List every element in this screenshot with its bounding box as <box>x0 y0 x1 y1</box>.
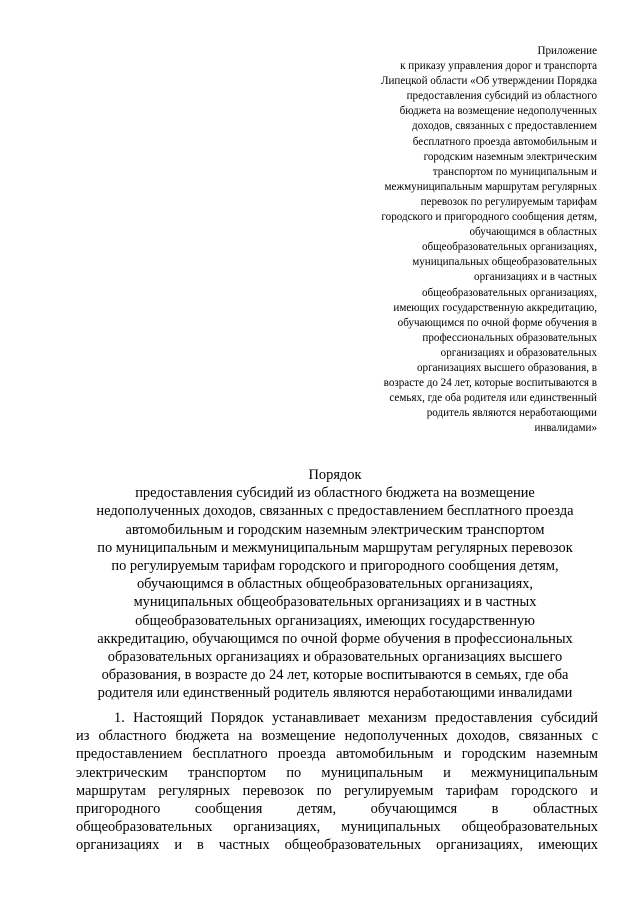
document-title <box>70 466 600 703</box>
appendix-line: профессиональных образовательных <box>422 331 597 344</box>
appendix-line: имеющих государственную аккредитацию, <box>393 301 597 314</box>
title-line: автомобильным и городским наземным электрическим транспортом <box>125 521 545 538</box>
appendix-line: транспортом по муниципальным и <box>432 165 597 178</box>
appendix-line: общеобразовательных организациях, <box>421 241 597 254</box>
body-line: 1. Настоящий Порядок устанавливает механизм предоставления субсидий <box>114 710 598 726</box>
body-line: маршрутам регулярных перевозок по регулируемым тарифам городского и <box>76 782 598 799</box>
body-line: предоставлением бесплатного проезда автомобильным и городским наземным <box>76 746 598 763</box>
body-line: из областного бюджета на возмещение недополученных доходов, связанных с <box>76 728 598 745</box>
title-line: родителя или единственный родитель являются неработающими инвалидами <box>97 685 573 702</box>
appendix-line: родитель являются неработающими <box>426 407 597 420</box>
title-line: обучающимся в областных общеобразовательных организациях, <box>136 576 534 593</box>
appendix-line: семьях, где оба родителя или единственный <box>389 392 597 405</box>
title-line: недополученных доходов, связанных с предоставлением бесплатного проезда <box>96 503 574 520</box>
appendix-line: обучающимся в областных <box>469 226 597 239</box>
body-paragraph <box>76 709 598 855</box>
body-line: пригородного сообщения детям, обучающимся в областных <box>76 801 598 818</box>
title-line: общеобразовательных организациях, имеющих государственную <box>135 612 535 629</box>
appendix-line: муниципальных общеобразовательных <box>412 256 597 269</box>
appendix-line: Липецкой области «Об утверждении Порядка <box>380 75 597 88</box>
appendix-line: предоставления субсидий из областного <box>406 90 597 103</box>
appendix-line: городского и пригородного сообщения детям, <box>381 211 597 224</box>
appendix-line: организациях высшего образования, в <box>416 361 597 374</box>
title-line: аккредитацию, обучающимся по очной форме обучения в профессиональных <box>97 630 573 647</box>
appendix-line: межмуниципальным маршрутам регулярных <box>384 180 597 193</box>
appendix-header <box>300 44 597 436</box>
body-line: общеобразовательных организациях, муниципальных общеобразовательных <box>76 819 598 836</box>
appendix-line: бесплатного проезда автомобильным и <box>412 135 597 148</box>
appendix-line: общеобразовательных организациях, <box>421 286 597 299</box>
appendix-line: бюджета на возмещение недополученных <box>399 105 597 118</box>
appendix-line: перевозок по регулируемым тарифам <box>420 195 597 208</box>
title-line: образовательных организациях и образовательных организациях высшего <box>107 649 563 666</box>
title-line: предоставления субсидий из областного бюджета на возмещение <box>135 485 535 502</box>
title-line: образования, в возрасте до 24 лет, которые воспитываются в семьях, где оба <box>101 667 569 684</box>
title-line: по регулируемым тарифам городского и пригородного сообщения детям, <box>111 558 559 575</box>
title-line: по муниципальным и межмуниципальным маршрутам регулярных перевозок <box>97 539 573 556</box>
appendix-line: возрасте до 24 лет, которые воспитываются в <box>383 377 597 390</box>
appendix-line: к приказу управления дорог и транспорта <box>400 60 597 73</box>
title-heading: Порядок <box>308 467 362 483</box>
appendix-line: организациях и в частных <box>474 271 597 284</box>
appendix-line: инвалидами» <box>534 422 597 435</box>
appendix-line: городским наземным электрическим <box>423 150 597 163</box>
appendix-line: доходов, связанных с предоставлением <box>412 120 597 133</box>
appendix-line: обучающимся по очной форме обучения в <box>397 316 597 329</box>
title-line: муниципальных общеобразовательных организациях и в частных <box>133 594 537 611</box>
body-line: электрическим транспортом по муниципальным и межмуниципальным <box>76 764 598 781</box>
body-line: организациях и в частных общеобразовательных организациях, имеющих <box>76 837 598 854</box>
appendix-line: организациях и образовательных <box>440 346 597 359</box>
appendix-line: Приложение <box>537 45 597 57</box>
